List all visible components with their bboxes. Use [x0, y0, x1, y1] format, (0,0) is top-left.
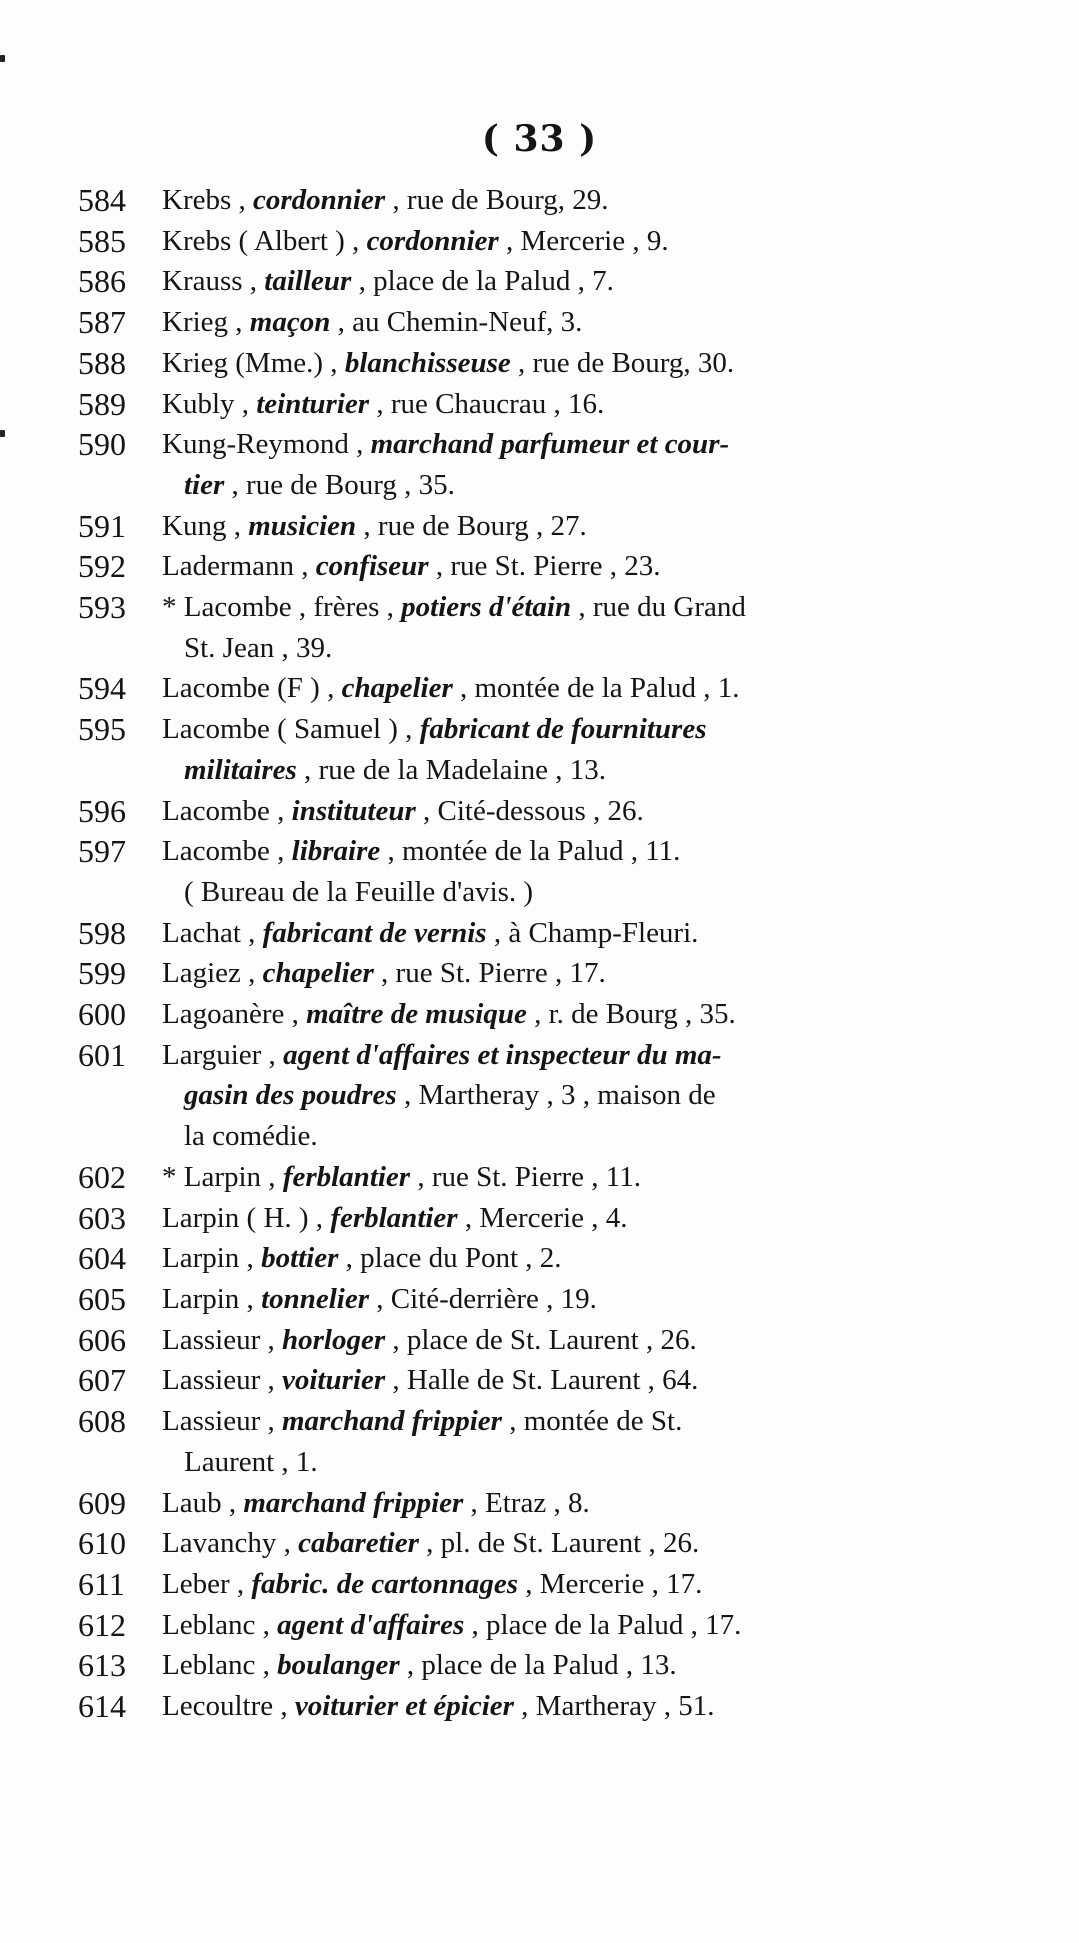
directory-entry	[78, 709, 998, 790]
entry-occupation: maître de musique	[306, 998, 527, 1031]
entry-number: 585	[78, 222, 126, 259]
entry-occupation: maçon	[249, 306, 331, 339]
entry-occupation: voiturier	[282, 1364, 386, 1397]
directory-entry	[78, 1645, 998, 1686]
entry-address: , r. de Bourg , 35.	[526, 998, 736, 1031]
entry-number: 614	[78, 1688, 126, 1725]
entry-number: 611	[78, 1565, 125, 1602]
entry-address: , rue de Bourg, 29.	[385, 184, 609, 216]
directory-entry	[78, 1320, 998, 1361]
entry-address: , rue Chaucrau , 16.	[369, 387, 605, 420]
entry-name: Lagoanère ,	[162, 998, 307, 1031]
entry-line	[162, 668, 998, 709]
entry-address: , place de la Palud , 17.	[464, 1608, 742, 1641]
entry-number: 589	[78, 385, 126, 422]
entry-text	[162, 1645, 998, 1686]
entry-name: * Lacombe , frères ,	[162, 591, 402, 624]
entry-address: , Mercerie , 4.	[457, 1201, 628, 1234]
directory-entry	[78, 506, 998, 547]
entry-address: , Mercerie , 9.	[498, 224, 669, 257]
entry-address: , Cité-dessous , 26.	[415, 794, 644, 827]
directory-entry	[78, 261, 998, 302]
entry-address: , Cité-derrière , 19.	[369, 1282, 597, 1315]
directory-entry	[78, 1686, 998, 1727]
entry-occupation: agent d'affaires et inspecteur du ma-	[283, 1038, 722, 1071]
entry-line	[162, 1238, 998, 1279]
entry-name: Krieg ,	[162, 306, 250, 339]
entry-text	[162, 913, 998, 954]
directory-entry	[78, 546, 998, 587]
entry-continuation-line	[162, 1116, 998, 1157]
entry-address: , à Champ-Fleuri.	[486, 916, 699, 949]
entry-name: Leblanc ,	[162, 1649, 278, 1682]
entry-occupation: cordonnier	[366, 224, 499, 257]
entry-occupation: fabricant de vernis	[262, 916, 487, 949]
entry-line	[162, 1483, 998, 1524]
entry-number: 595	[78, 711, 126, 748]
entry-text	[162, 1035, 998, 1157]
entry-line	[162, 1198, 998, 1239]
entry-line	[162, 953, 998, 994]
entry-address: , Halle de St. Laurent , 64.	[385, 1364, 699, 1397]
directory-entry	[78, 668, 998, 709]
entry-line	[162, 1360, 998, 1401]
entry-occupation: ferblantier	[330, 1201, 458, 1234]
entry-line	[162, 913, 998, 954]
entry-number: 594	[78, 670, 126, 707]
entry-number: 607	[78, 1362, 126, 1399]
entry-name: Larpin ,	[162, 1242, 262, 1275]
entry-number: 591	[78, 507, 126, 544]
entry-text	[162, 384, 998, 425]
entry-continuation-line	[162, 1442, 998, 1483]
entry-address: , pl. de St. Laurent , 26.	[418, 1527, 700, 1560]
entry-occupation: libraire	[291, 835, 381, 868]
entry-line	[162, 302, 998, 343]
entry-text	[162, 709, 998, 790]
entry-address: , place du Pont , 2.	[338, 1242, 562, 1275]
directory-entry	[78, 1483, 998, 1524]
entry-number: 603	[78, 1199, 126, 1236]
directory-entry	[78, 1564, 998, 1605]
directory-entry	[78, 1157, 998, 1198]
entry-line	[162, 791, 998, 832]
directory-entry	[78, 587, 998, 668]
entry-occupation: agent d'affaires	[277, 1608, 465, 1641]
directory-entry	[78, 994, 998, 1035]
entry-name: Kung-Reymond ,	[162, 428, 371, 461]
entry-text	[162, 343, 998, 384]
entry-line	[162, 1564, 998, 1605]
entry-number: 600	[78, 996, 126, 1033]
entry-continuation-line	[162, 872, 998, 913]
entry-occupation: boulanger	[277, 1649, 400, 1682]
entry-occupation: tier	[184, 468, 225, 501]
entry-occupation: tonnelier	[261, 1282, 370, 1315]
entry-name: la comédie.	[184, 1120, 318, 1153]
entry-line	[162, 1605, 998, 1646]
entry-occupation: fabric. de cartonnages	[251, 1567, 518, 1600]
entry-number: 586	[78, 263, 126, 300]
entry-address: , rue de la Madelaine , 13.	[296, 753, 607, 786]
entry-address: , rue de Bourg , 27.	[356, 509, 587, 542]
entry-address: , au Chemin-Neuf, 3.	[330, 306, 583, 339]
entry-address: , rue St. Pierre , 11.	[410, 1160, 641, 1193]
entry-text	[162, 1279, 998, 1320]
entry-line	[162, 709, 998, 750]
entry-text	[162, 1483, 998, 1524]
entry-occupation: marchand frippier	[243, 1486, 464, 1519]
entry-line	[162, 1320, 998, 1361]
entry-text	[162, 1360, 998, 1401]
entry-line	[162, 1279, 998, 1320]
entry-line	[162, 506, 998, 547]
entry-name: Lacombe ,	[162, 835, 292, 868]
directory-entries	[78, 180, 998, 1727]
entry-line	[162, 546, 998, 587]
entry-number: 598	[78, 914, 126, 951]
entry-number: 590	[78, 426, 126, 463]
entry-address: , montée de la Palud , 1.	[452, 672, 740, 705]
entry-address: , rue de Bourg, 30.	[510, 346, 735, 379]
entry-name: Larpin ,	[162, 1282, 262, 1315]
directory-entry	[78, 831, 998, 912]
entry-name: Lacombe (F ) ,	[162, 672, 342, 705]
entry-name: Kung ,	[162, 509, 249, 542]
entry-name: Lassieur ,	[162, 1323, 282, 1356]
entry-text	[162, 1686, 998, 1727]
entry-name: Leblanc ,	[162, 1608, 278, 1641]
entry-name: Lachat ,	[162, 916, 263, 949]
entry-occupation: gasin des poudres	[184, 1079, 397, 1112]
entry-text	[162, 1320, 998, 1361]
entry-address: , Martheray , 51.	[513, 1690, 715, 1723]
entry-occupation: potiers d'étain	[401, 591, 572, 624]
entry-name: Lecoultre ,	[162, 1690, 295, 1723]
directory-entry	[78, 1523, 998, 1564]
directory-entry	[78, 1198, 998, 1239]
entry-line	[162, 1401, 998, 1442]
entry-address: , place de la Palud , 7.	[351, 265, 614, 298]
entry-address: , place de St. Laurent , 26.	[385, 1323, 697, 1356]
entry-occupation: confiseur	[315, 550, 429, 583]
directory-entry	[78, 302, 998, 343]
entry-text	[162, 1523, 998, 1564]
entry-name: Laurent , 1.	[184, 1445, 318, 1478]
entry-line	[162, 587, 998, 628]
entry-line	[162, 424, 998, 465]
entry-name: St. Jean , 39.	[184, 631, 333, 664]
directory-entry	[78, 384, 998, 425]
entry-line	[162, 221, 998, 262]
directory-entry	[78, 343, 998, 384]
entry-address: , Etraz , 8.	[463, 1486, 590, 1519]
entry-name: Leber ,	[162, 1567, 252, 1600]
entry-number: 597	[78, 833, 126, 870]
entry-address: , Mercerie , 17.	[518, 1567, 703, 1600]
entry-continuation-line	[162, 1075, 998, 1116]
entry-number: 609	[78, 1484, 126, 1521]
entry-name: Kubly ,	[162, 387, 257, 420]
entry-number: 604	[78, 1240, 126, 1277]
entry-text	[162, 221, 998, 262]
entry-number: 610	[78, 1525, 126, 1562]
entry-occupation: voiturier et épicier	[294, 1690, 514, 1723]
entry-line	[162, 994, 998, 1035]
directory-entry	[78, 1279, 998, 1320]
entry-occupation: horloger	[282, 1323, 386, 1356]
entry-text	[162, 791, 998, 832]
entry-number: 593	[78, 589, 126, 626]
entry-name: Laub ,	[162, 1486, 244, 1519]
entry-text	[162, 1564, 998, 1605]
entry-text	[162, 546, 998, 587]
entry-line	[162, 1686, 998, 1727]
entry-name: Krieg (Mme.) ,	[162, 346, 345, 379]
entry-line	[162, 1035, 998, 1076]
entry-text	[162, 1238, 998, 1279]
entry-occupation: marchand frippier	[282, 1405, 502, 1438]
entry-text	[162, 1605, 998, 1646]
entry-name: Lagiez ,	[162, 957, 263, 990]
entry-occupation: bottier	[261, 1242, 339, 1275]
directory-entry	[78, 221, 998, 262]
entry-number: 602	[78, 1158, 126, 1195]
entry-name: Krebs ,	[162, 184, 254, 216]
entry-occupation: chapelier	[341, 672, 453, 705]
entry-text	[162, 424, 998, 505]
entry-continuation-line	[162, 465, 998, 506]
entry-text	[162, 261, 998, 302]
entry-text	[162, 506, 998, 547]
entry-text	[162, 587, 998, 668]
entry-address: , rue de Bourg , 35.	[224, 468, 455, 501]
page-number: ( 33 )	[481, 118, 598, 160]
entry-name: * Larpin ,	[162, 1160, 283, 1193]
entry-name: Lacombe ,	[162, 794, 292, 827]
margin-mark	[0, 55, 5, 62]
entry-name: Lassieur ,	[162, 1405, 282, 1438]
directory-entry	[78, 1035, 998, 1157]
directory-entry	[78, 424, 998, 505]
entry-number: 601	[78, 1036, 126, 1073]
entry-occupation: ferblantier	[282, 1160, 411, 1193]
entry-occupation: cordonnier	[253, 184, 386, 216]
entry-address: , rue St. Pierre , 23.	[428, 550, 661, 583]
directory-entry	[78, 1360, 998, 1401]
entry-occupation: teinturier	[256, 387, 370, 420]
entry-address: , rue St. Pierre , 17.	[373, 957, 606, 990]
entry-occupation: marchand parfumeur et cour-	[370, 428, 730, 461]
entry-occupation: cabaretier	[298, 1527, 419, 1560]
entry-number: 596	[78, 792, 126, 829]
entry-line	[162, 1523, 998, 1564]
entry-number: 608	[78, 1403, 126, 1440]
entry-occupation: chapelier	[262, 957, 374, 990]
entry-line	[162, 1645, 998, 1686]
entry-address: , place de la Palud , 13.	[399, 1649, 677, 1682]
entry-number: 613	[78, 1647, 126, 1684]
entry-name: Larpin ( H. ) ,	[162, 1201, 331, 1234]
entry-name: Krebs ( Albert ) ,	[162, 224, 367, 257]
entry-line	[162, 180, 998, 221]
entry-text	[162, 953, 998, 994]
entry-address: , montée de St.	[501, 1405, 683, 1438]
entry-name: Ladermann ,	[162, 550, 316, 583]
margin-mark	[0, 430, 5, 437]
directory-entry	[78, 953, 998, 994]
entry-occupation: militaires	[184, 753, 297, 786]
directory-entry	[78, 791, 998, 832]
entry-continuation-line	[162, 628, 998, 669]
entry-text	[162, 1401, 998, 1482]
entry-text	[162, 831, 998, 912]
entry-text	[162, 1157, 998, 1198]
entry-number: 588	[78, 344, 126, 381]
entry-address: , Martheray , 3 , maison de	[396, 1079, 716, 1112]
directory-entry	[78, 1238, 998, 1279]
entry-name: ( Bureau de la Feuille d'avis. )	[184, 875, 534, 908]
entry-line	[162, 261, 998, 302]
entry-line	[162, 384, 998, 425]
entry-number: 605	[78, 1280, 126, 1317]
entry-text	[162, 302, 998, 343]
entry-name: Lacombe ( Samuel ) ,	[162, 713, 420, 746]
directory-entry	[78, 913, 998, 954]
entry-name: Larguier ,	[162, 1038, 284, 1071]
entry-address: , rue du Grand	[571, 591, 746, 624]
entry-name: Krauss ,	[162, 265, 265, 298]
entry-number: 592	[78, 548, 126, 585]
entry-occupation: blanchisseuse	[344, 346, 511, 379]
entry-occupation: fabricant de fournitures	[419, 713, 707, 746]
entry-line	[162, 343, 998, 384]
entry-text	[162, 180, 998, 221]
entry-number: 587	[78, 304, 126, 341]
entry-line	[162, 831, 998, 872]
entry-continuation-line	[162, 750, 998, 791]
entry-number: 612	[78, 1606, 126, 1643]
entry-name: Lassieur ,	[162, 1364, 282, 1397]
entry-text	[162, 994, 998, 1035]
entry-text	[162, 1198, 998, 1239]
entry-occupation: instituteur	[291, 794, 416, 827]
entry-line	[162, 1157, 998, 1198]
directory-entry	[78, 180, 998, 221]
directory-entry	[78, 1605, 998, 1646]
entry-name: Lavanchy ,	[162, 1527, 299, 1560]
entry-address: , montée de la Palud , 11.	[380, 835, 681, 868]
entry-number: 606	[78, 1321, 126, 1358]
entry-number: 599	[78, 955, 126, 992]
entry-number: 584	[78, 182, 126, 218]
entry-text	[162, 668, 998, 709]
entry-occupation: musicien	[248, 509, 357, 542]
entry-occupation: tailleur	[264, 265, 352, 298]
directory-entry	[78, 1401, 998, 1482]
